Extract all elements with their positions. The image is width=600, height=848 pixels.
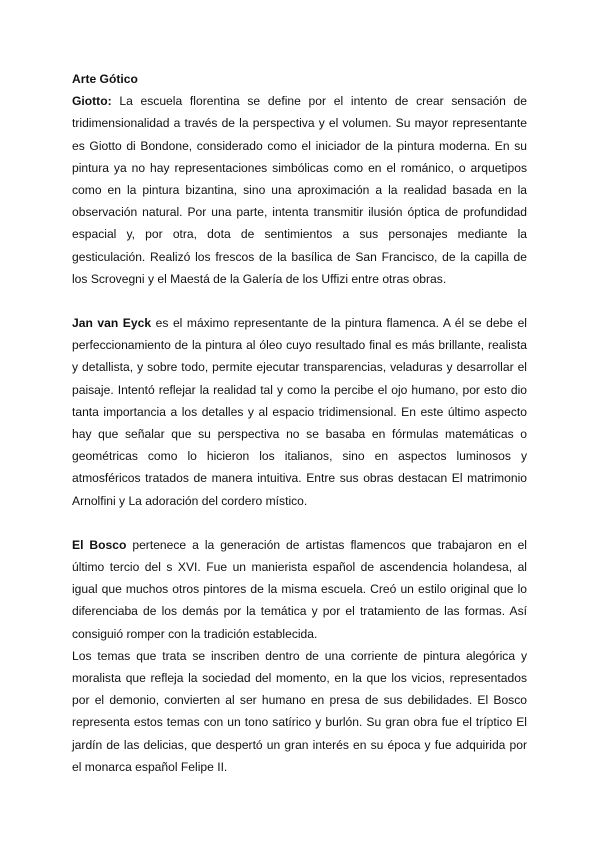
giotto-paragraph <box>72 90 527 290</box>
van-eyck-text: es el máximo representante de la pintura flamenca. A él se debe el perfeccionamiento de la pintura al óleo cuyo resultado final es más brillante, realista y detallista, y sobre todo, permite ejecutar transparencias, veladuras y desarrollar el paisaje. Intentó reflejar la realidad tal y como la percibe el ojo humano, por esto dio tanta importancia a los detalles y al espacio tridimensional. En este último aspecto hay que señalar que su perspectiva no se basaba en fórmulas matemáticas o geométricas como lo hicieron los italianos, sino en aspectos luminosos y atmosféricos tratados de manera intuitiva. Entre sus obras destacan El matrimonio Arnolfini y La adoración del cordero místico. <box>72 316 527 508</box>
bosco-text: pertenece a la generación de artistas flamencos que trabajaron en el último tercio del s XVI. Fue un manierista español de ascendencia holandesa, al igual que muchos otros pintores de la misma escuela. Creó un estilo original que lo diferenciaba de los demás por la temática y por el tratamiento de las formas. Así consiguió romper con la tradición establecida. <box>72 537 527 641</box>
bosco-continuation-paragraph: Los temas que trata se inscriben dentro de una corriente de pintura alegórica y moralista que refleja la sociedad del momento, en la que los vicios, representados por el demonio, convierten al ser humano en presa de sus debilidades. El Bosco representa estos temas con un tono satírico y burlón. Su gran obra fue el tríptico El jardín de las delicias, que despertó un gran interés en su época y fue adquirida por el monarca español Felipe II. <box>72 648 527 774</box>
document-page <box>72 68 527 778</box>
giotto-lead: Giotto: <box>72 94 112 109</box>
van-eyck-lead: Jan van Eyck <box>72 316 152 331</box>
bosco-paragraph <box>72 534 527 645</box>
van-eyck-paragraph <box>72 312 527 512</box>
bosco-lead: El Bosco <box>72 537 127 552</box>
giotto-text: La escuela florentina se define por el intento de crear sensación de tridimensionalidad a través de la perspectiva y el volumen. Su mayor representante es Giotto di Bondone, considerado como el iniciador de la pintura moderna. En su pintura ya no hay representaciones simbólicas como en el románico, o arquetipos como en la pintura bizantina, sino una aproximación a la realidad basada en la observación natural. Por una parte, intenta transmitir ilusión óptica de profundidad espacial y, por otra, dota de sentimientos a sus personajes mediante la gesticulación. Realizó los frescos de la basílica de San Francisco, de la capilla de los Scrovegni y el Maestá de la Galería de los Uffizi entre otras obras. <box>72 94 527 286</box>
document-title: Arte Gótico <box>72 72 138 86</box>
